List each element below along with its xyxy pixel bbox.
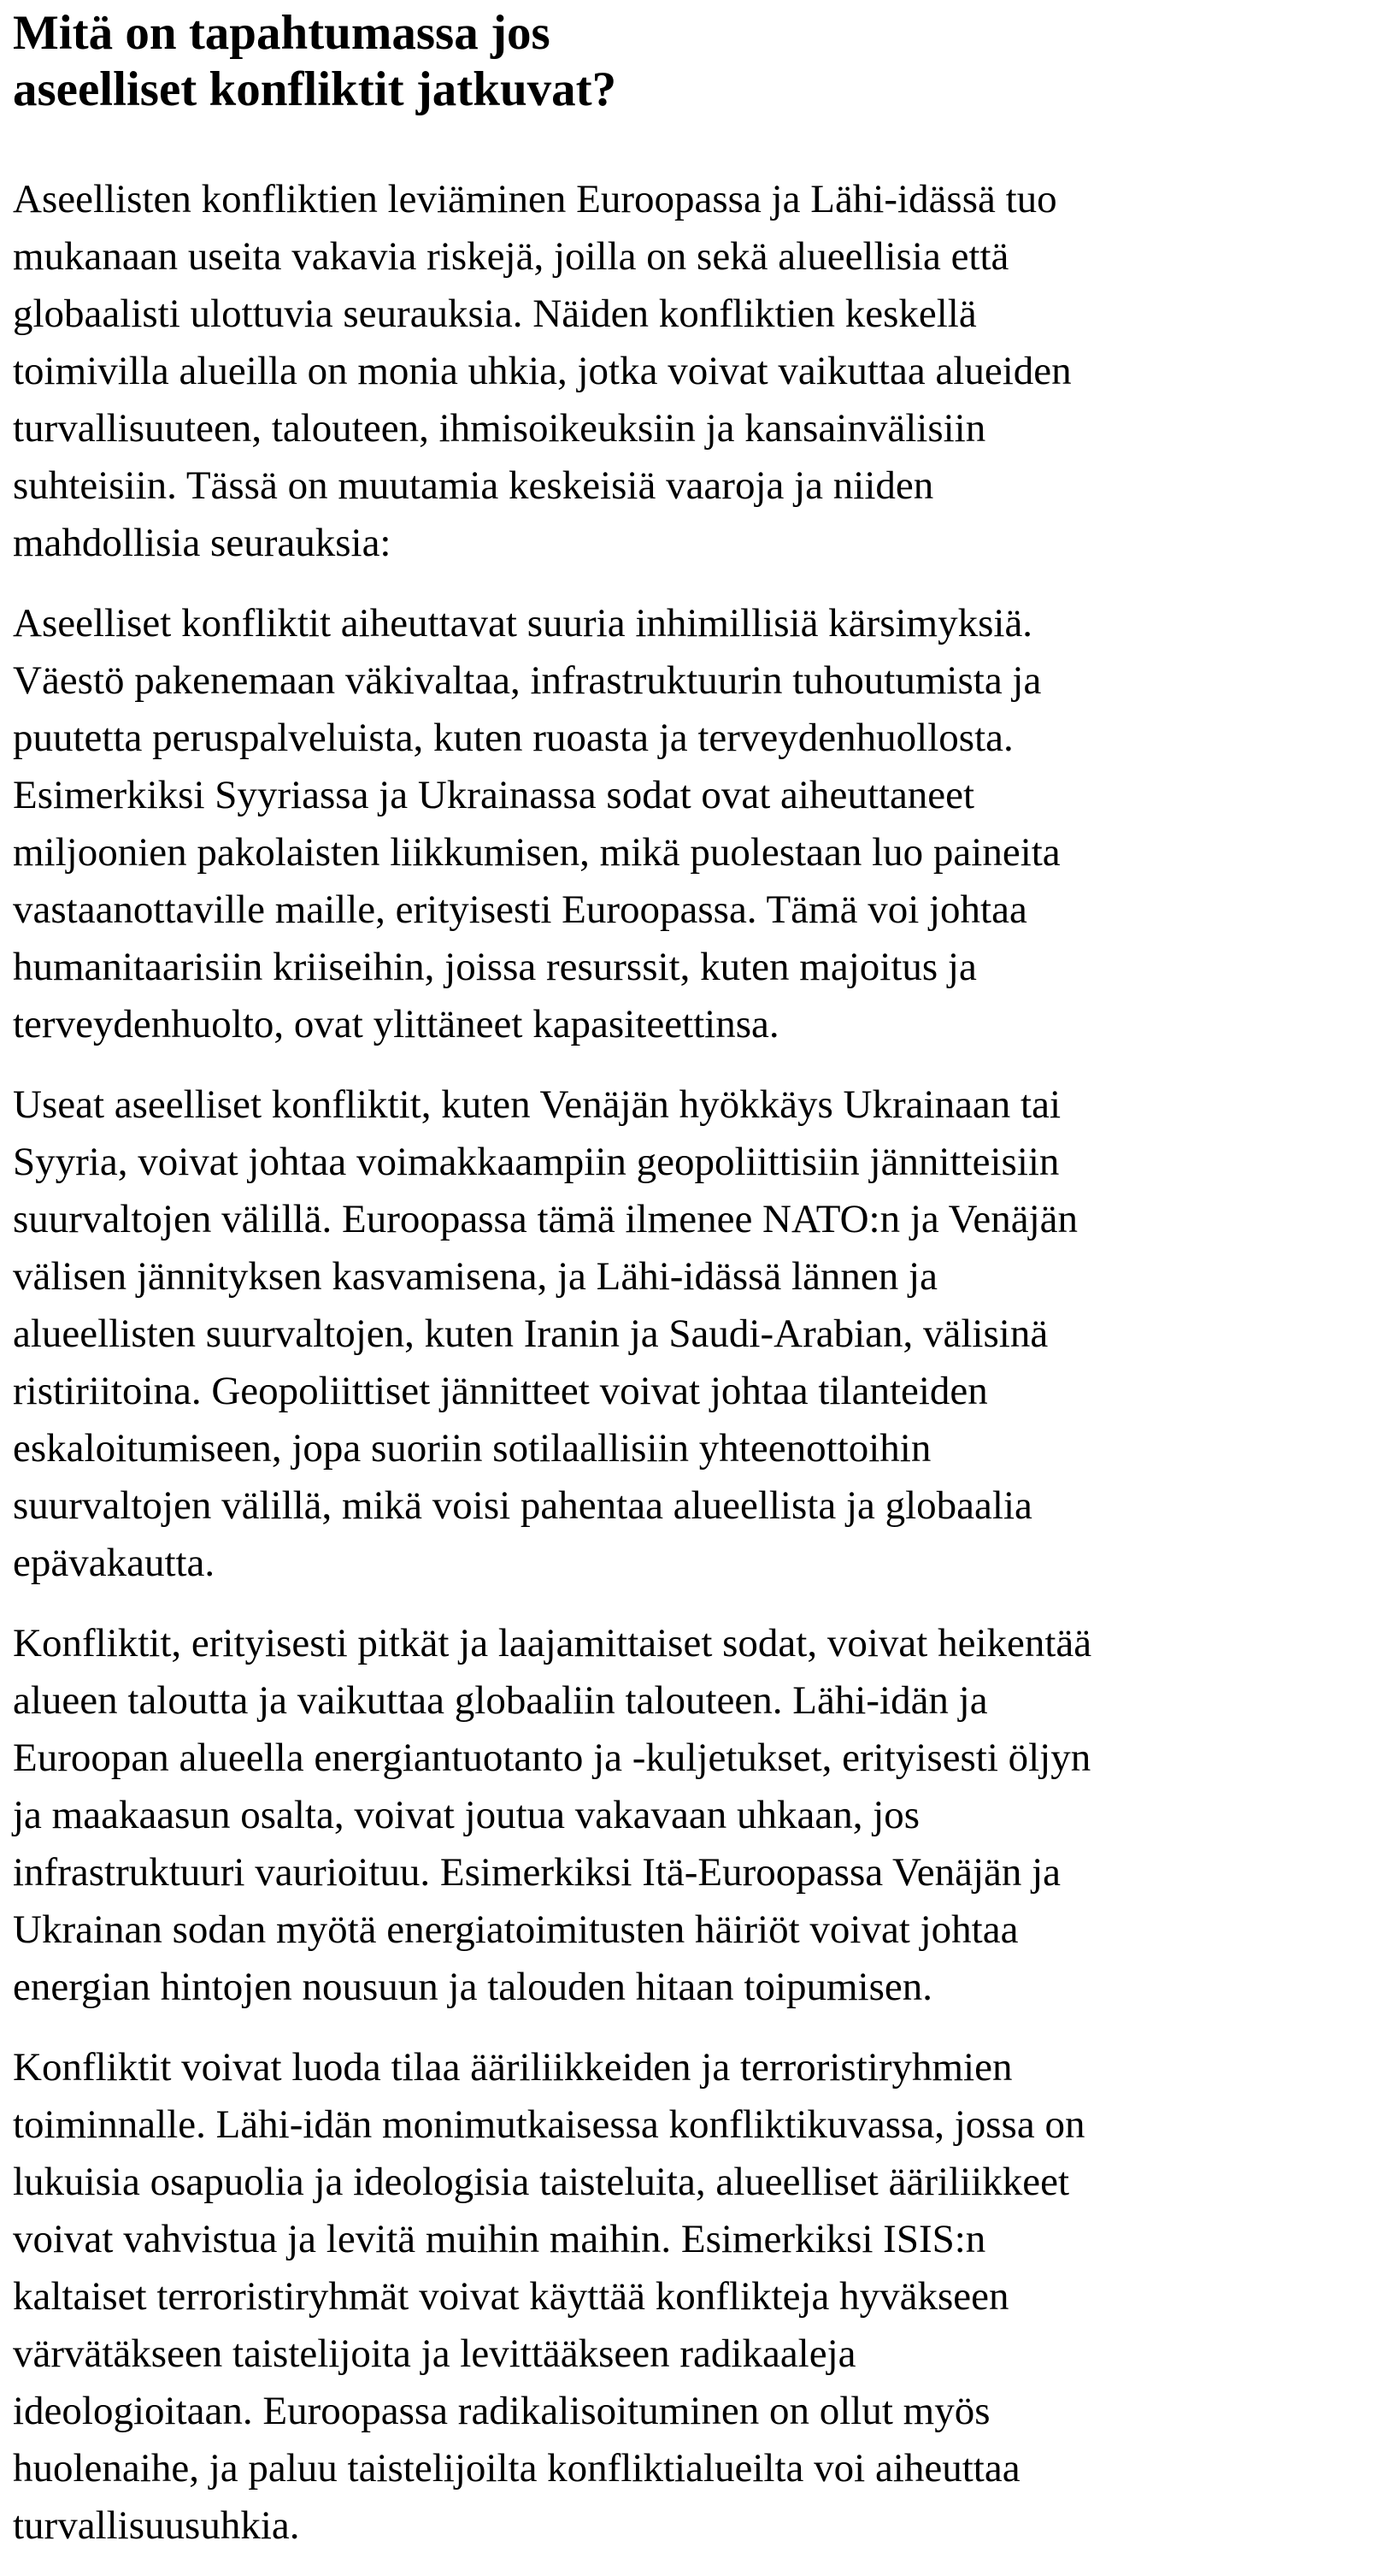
text-line: toimivilla alueilla on monia uhkia, jotka voivat vaikuttaa alueiden [13,349,1072,393]
text-line: Esimerkiksi Syyriassa ja Ukrainassa sodat ovat aiheuttaneet [13,773,975,817]
text-line: globaalisti ulottuvia seurauksia. Näiden konfliktien keskellä [13,292,977,336]
paragraph-intro [13,171,1380,572]
text-line: ristiriitoina. Geopoliittiset jännitteet voivat johtaa tilanteiden [13,1369,988,1413]
text-line: Syyria, voivat johtaa voimakkaampiin geopoliittisiin jännitteisiin [13,1140,1060,1184]
text-line: lukuisia osapuolia ja ideologisia taisteluita, alueelliset ääriliikkeet [13,2160,1069,2204]
text-line: terveydenhuolto, ovat ylittäneet kapasiteettinsa. [13,1002,779,1046]
text-line: värvätäkseen taistelijoita ja levittääkseen radikaaleja [13,2331,856,2376]
page-title [13,0,1380,118]
text-line: energian hintojen nousuun ja talouden hitaan toipumisen. [13,1965,932,2009]
paragraph-geopolitics [13,1076,1380,1592]
text-line: välisen jännityksen kasvamisena, ja Lähi-idässä lännen ja [13,1254,938,1299]
text-line: kaltaiset terroristiryhmät voivat käyttää konflikteja hyväkseen [13,2274,1009,2319]
text-line: turvallisuusuhkia. [13,2503,300,2548]
text-line: Ukrainan sodan myötä energiatoimitusten häiriöt voivat johtaa [13,1907,1019,1952]
text-line: humanitaarisiin kriiseihin, joissa resurssit, kuten majoitus ja [13,945,977,989]
text-line: toiminnalle. Lähi-idän monimutkaisessa konfliktikuvassa, jossa on [13,2102,1085,2147]
text-line: alueellisten suurvaltojen, kuten Iranin ja Saudi-Arabian, välisinä [13,1312,1049,1356]
text-line: Väestö pakenemaan väkivaltaa, infrastruktuurin tuhoutumista ja [13,658,1042,703]
text-line: vastaanottaville maille, erityisesti Euroopassa. Tämä voi johtaa [13,887,1027,932]
text-line: suhteisiin. Tässä on muutamia keskeisiä vaaroja ja niiden [13,463,934,508]
text-line: alueen taloutta ja vaikuttaa globaaliin talouteen. Lähi-idän ja [13,1678,988,1723]
text-line: Aseellisten konfliktien leviäminen Euroopassa ja Lähi-idässä tuo [13,177,1057,221]
text-line: Konfliktit, erityisesti pitkät ja laajamittaiset sodat, voivat heikentää [13,1621,1092,1665]
text-line: puutetta peruspalveluista, kuten ruoasta ja terveydenhuollosta. [13,716,1014,760]
paragraph-economy [13,1615,1380,2016]
title-line-2: aseelliset konfliktit jatkuvat? [13,62,617,116]
text-line: ja maakaasun osalta, voivat joutua vakavaan uhkaan, jos [13,1793,921,1837]
text-line: suurvaltojen välillä. Euroopassa tämä ilmenee NATO:n ja Venäjän [13,1197,1079,1241]
text-line: Euroopan alueella energiantuotanto ja -kuljetukset, erityisesti öljyn [13,1736,1091,1780]
text-line: Aseelliset konfliktit aiheuttavat suuria inhimillisiä kärsimyksiä. [13,601,1033,645]
text-line: Konfliktit voivat luoda tilaa ääriliikkeiden ja terroristiryhmien [13,2045,1013,2090]
text-line: mukanaan useita vakavia riskejä, joilla on sekä alueellisia että [13,234,1009,279]
text-line: Useat aseelliset konfliktit, kuten Venäjän hyökkäys Ukrainaan tai [13,1082,1062,1127]
title-line-1: Mitä on tapahtumassa jos [13,6,550,60]
text-line: turvallisuuteen, talouteen, ihmisoikeuksiin ja kansainvälisiin [13,406,986,451]
paragraph-humanitarian [13,595,1380,1053]
text-line: ideologioitaan. Euroopassa radikalisoituminen on ollut myös [13,2389,991,2433]
text-line: voivat vahvistua ja levitä muihin maihin. Esimerkiksi ISIS:n [13,2217,986,2261]
text-line: miljoonien pakolaisten liikkumisen, mikä puolestaan luo paineita [13,830,1061,875]
text-line: suurvaltojen välillä, mikä voisi pahentaa alueellista ja globaalia [13,1483,1032,1528]
text-line: infrastruktuuri vaurioituu. Esimerkiksi Itä-Euroopassa Venäjän ja [13,1850,1062,1895]
text-line: huolenaihe, ja paluu taistelijoilta konfliktialueilta voi aiheuttaa [13,2446,1021,2491]
text-line: epävakautta. [13,1541,215,1585]
paragraph-extremism [13,2039,1380,2555]
text-line: mahdollisia seurauksia: [13,521,391,565]
text-line: eskaloitumiseen, jopa suoriin sotilaallisiin yhteenottoihin [13,1426,932,1471]
document-page [13,0,1380,2555]
